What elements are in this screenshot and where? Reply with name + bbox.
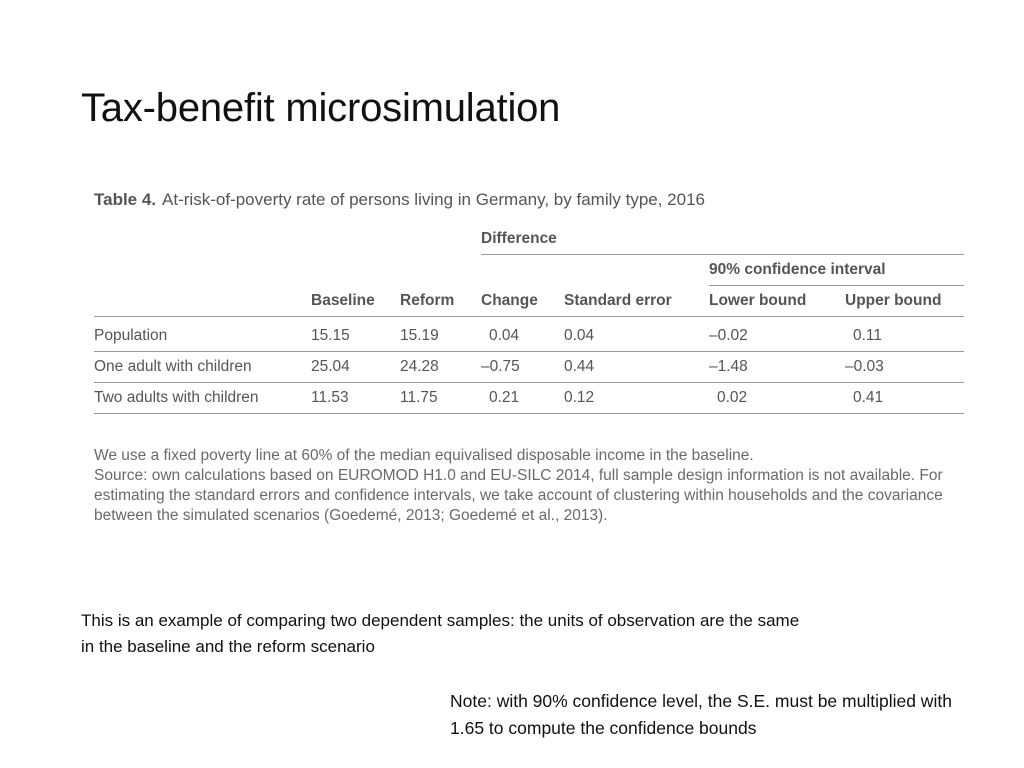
note-text: Note: with 90% confidence level, the S.E. must be multiplied with 1.65 to compute the confidence bounds [450, 691, 952, 738]
lower-bound-cell: –1.48 [709, 352, 845, 383]
table-row [94, 352, 964, 383]
change-cell: 0.04 [481, 321, 564, 352]
table-caption-label: Table 4. [94, 190, 157, 209]
column-header: Reform [400, 286, 481, 317]
footnote-source: Source: own calculations based on EUROMOD H1.0 and EU-SILC 2014, full sample design information is not available. For estimating the standard errors and confidence intervals, we take account of clustering within households and the covariance between the simulated scenarios (Goedemé, 2013; Goedemé et al., 2013). [94, 467, 943, 524]
change-cell: 0.21 [481, 383, 564, 414]
se-cell: 0.12 [564, 383, 709, 414]
table-row [94, 383, 964, 414]
difference-header: Difference [481, 230, 557, 247]
upper-bound-cell: 0.41 [845, 383, 964, 414]
table-caption [94, 190, 966, 210]
column-header [94, 286, 311, 317]
row-label: One adult with children [94, 352, 311, 383]
baseline-cell: 11.53 [311, 383, 400, 414]
reform-cell: 24.28 [400, 352, 481, 383]
upper-bound-cell: –0.03 [845, 352, 964, 383]
reform-cell: 15.19 [400, 321, 481, 352]
reform-cell: 11.75 [400, 383, 481, 414]
row-label: Two adults with children [94, 383, 311, 414]
row-label: Population [94, 321, 311, 352]
table-footnotes [94, 446, 966, 526]
baseline-cell: 25.04 [311, 352, 400, 383]
poverty-rate-table [94, 224, 964, 414]
column-header: Baseline [311, 286, 400, 317]
column-header: Change [481, 286, 564, 317]
column-header: Upper bound [845, 286, 964, 317]
slide-title: Tax-benefit microsimulation [81, 86, 561, 130]
upper-bound-cell: 0.11 [845, 321, 964, 352]
se-cell: 0.04 [564, 321, 709, 352]
lower-bound-cell: 0.02 [709, 383, 845, 414]
column-header: Standard error [564, 286, 709, 317]
table-row [94, 321, 964, 352]
change-cell: –0.75 [481, 352, 564, 383]
column-header: Lower bound [709, 286, 845, 317]
table-figure [94, 190, 966, 526]
body-paragraph: This is an example of comparing two dependent samples: the units of observation are the same in the baseline and the reform scenario [81, 611, 800, 656]
table-caption-text: At-risk-of-poverty rate of persons living in Germany, by family type, 2016 [162, 190, 706, 209]
footnote-poverty-line: We use a fixed poverty line at 60% of the median equivalised disposable income in the baseline. [94, 447, 754, 464]
confidence-interval-header: 90% confidence interval [709, 255, 964, 286]
baseline-cell: 15.15 [311, 321, 400, 352]
se-cell: 0.44 [564, 352, 709, 383]
lower-bound-cell: –0.02 [709, 321, 845, 352]
